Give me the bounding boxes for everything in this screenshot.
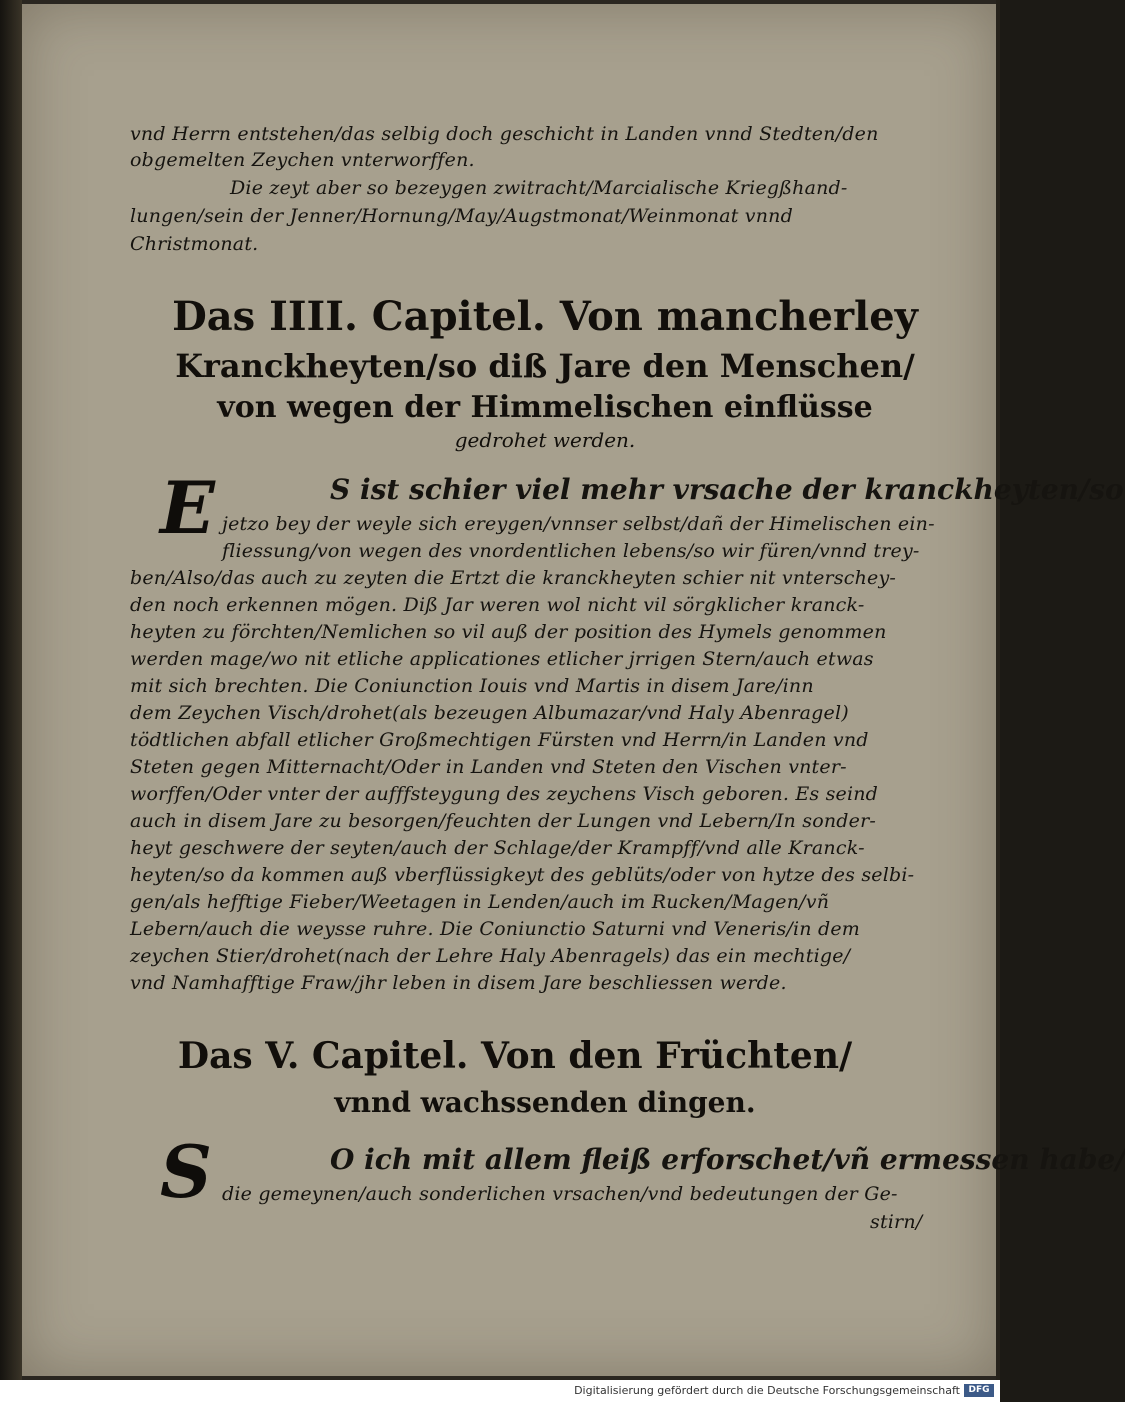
text-line: lungen/sein der Jenner/Hornung/May/Augstmonat/Weinmonat vnnd: [130, 205, 793, 227]
text-line: den noch erkennen mögen. Diß Jar weren wol nicht vil sörgklicher kranck-: [130, 594, 865, 616]
text-line: heyten/so da kommen auß vberflüssigkeyt des geblüts/oder von hytze des selbi-: [130, 864, 915, 886]
text-line: jetzo bey der weyle sich ereygen/vnnser selbst/dañ der Himelischen ein-: [222, 513, 935, 535]
text-line: die gemeynen/auch sonderlichen vrsachen/vnd bedeutungen der Ge-: [222, 1183, 898, 1205]
digitization-footer: [0, 1380, 1000, 1402]
chapter-4-heading: von wegen der Himmelischen einflüsse: [217, 390, 873, 425]
chapter-5-lead-line: O ich mit allem fleiß erforschet/vñ ermessen habe/: [330, 1143, 1125, 1176]
text-line: werden mage/wo nit etliche applicationes etlicher jrrigen Stern/auch etwas: [130, 648, 874, 670]
chapter-4-heading: Kranckheyten/so diß Jare den Menschen/: [175, 347, 915, 385]
text-line: gen/als hefftige Fieber/Weetagen in Lenden/auch im Rucken/Magen/vñ: [130, 891, 830, 913]
chapter-4-lead-line: S ist schier viel mehr vrsache der kranckheyten/so: [330, 473, 1124, 506]
text-line: Christmonat.: [130, 233, 259, 255]
text-line: Lebern/auch die weysse ruhre. Die Coniunctio Saturni vnd Veneris/in dem: [130, 918, 860, 940]
text-line: mit sich brechten. Die Coniunction Iouis vnd Martis in disem Jare/inn: [130, 675, 814, 697]
text-line: dem Zeychen Visch/drohet(als bezeugen Albumazar/vnd Haly Abenragel): [130, 702, 849, 724]
chapter-4-heading: gedrohet werden.: [454, 428, 636, 452]
text-line: stirn/: [870, 1211, 923, 1233]
drop-cap: S: [160, 1129, 212, 1214]
text-line: heyten zu förchten/Nemlichen so vil auß der position des Hymels genommen: [130, 621, 887, 643]
dfg-logo: DFG: [964, 1384, 994, 1397]
text-line: tödtlichen abfall etlicher Großmechtigen Fürsten vnd Herrn/in Landen vnd: [130, 729, 869, 751]
text-line: vnd Herrn entstehen/das selbig doch geschicht in Landen vnnd Stedten/den: [130, 123, 879, 145]
text-line: fliessung/von wegen des vnordentlichen lebens/so wir füren/vnnd trey-: [222, 540, 920, 562]
text-line: heyt geschwere der seyten/auch der Schlage/der Krampff/vnd alle Kranck-: [130, 837, 865, 859]
chapter-5-heading: vnnd wachssenden dingen.: [334, 1086, 756, 1119]
text-line: vnd Namhafftige Fraw/jhr leben in disem Jare beschliessen werde.: [130, 972, 787, 994]
text-line: Steten gegen Mitternacht/Oder in Landen vnd Steten den Vischen vnter-: [130, 756, 847, 778]
text-line: ben/Also/das auch zu zeyten die Ertzt die kranckheyten schier nit vnterschey-: [130, 567, 897, 589]
text-line: obgemelten Zeychen vnterworffen.: [130, 149, 475, 171]
drop-cap: E: [160, 465, 215, 550]
document-page: [22, 4, 1125, 1376]
chapter-5-heading: Das V. Capitel. Von den Früchten/: [177, 1035, 853, 1077]
text-line: worffen/Oder vnter der aufffsteygung des zeychens Visch geboren. Es seind: [130, 783, 879, 805]
text-line: auch in disem Jare zu besorgen/feuchten der Lungen vnd Lebern/In sonder-: [130, 810, 876, 832]
book-spine-shadow: [0, 0, 22, 1380]
chapter-4-heading: Das IIII. Capitel. Von mancherley: [172, 293, 918, 340]
text-line: zeychen Stier/drohet(nach der Lehre Haly Abenragels) das ein mechtige/: [130, 945, 851, 967]
funding-notice: Digitalisierung gefördert durch die Deutsche Forschungsgemeinschaft: [574, 1384, 960, 1397]
text-line: Die zeyt aber so bezeygen zwitracht/Marcialische Kriegßhand-: [230, 177, 848, 199]
